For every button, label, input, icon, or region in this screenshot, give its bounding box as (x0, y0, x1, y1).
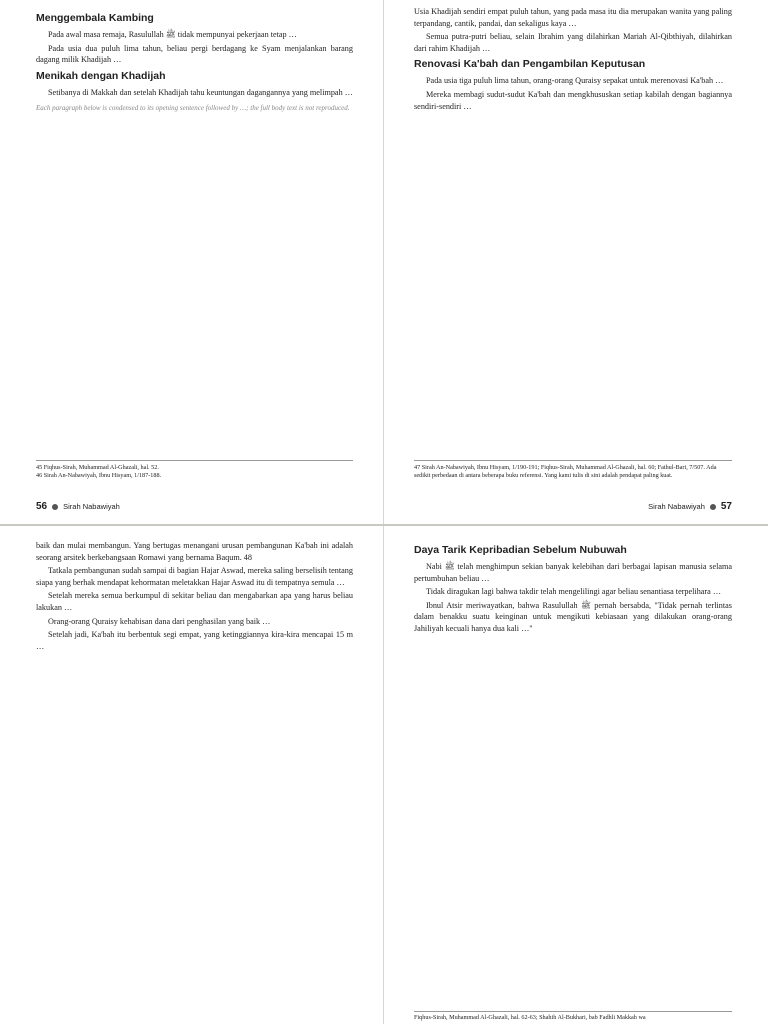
paragraph: Pada usia dua puluh lima tahun, beliau pergi berdagang ke Syam menjalankan barang dagang milik Khadijah … (36, 43, 353, 65)
paragraph: Tatkala pembangunan sudah sampai di bagian Hajar Aswad, mereka saling berselisih tentang siapa yang berhak mendapat kehormatan meletakkan Hajar Aswad itu di tempatnya semula … (36, 566, 353, 587)
running-title: Sirah Nabawiyah (648, 502, 705, 511)
page-59 (384, 526, 768, 1024)
page-folio (36, 501, 120, 512)
paragraph: Ibnul Atsir meriwayatkan, bahwa Rasulullah ﷺ pernah bersabda, "Tidak pernah terlintas dalam benakku suatu keinginan untuk mengikuti kebiasaan yang dilakukan orang-orang Jahiliyah kecuali hanya dua kali …" (414, 600, 732, 633)
paragraph: Pada awal masa remaja, Rasulullah ﷺ tidak mempunyai pekerjaan tetap … (48, 30, 297, 39)
page-number: 57 (720, 501, 732, 512)
paragraph: Nabi ﷺ telah menghimpun sekian banyak kelebihan dari berbagai lapisan manusia selama pertumbuhan beliau … (414, 562, 732, 583)
heading-menikah-dengan-khadijah: Menikah dengan Khadijah (36, 69, 166, 82)
heading-daya-tarik-kepribadian: Daya Tarik Kepribadian Sebelum Nubuwah (414, 544, 627, 556)
paragraph: Setelah jadi, Ka'bah itu berbentuk segi empat, yang ketinggiannya kira-kira mencapai 15 m … (36, 630, 353, 651)
paragraph: baik dan mulai membangun. Yang bertugas menangani urusan pembangunan Ka'bah ini adalah seorang arsitek berkebangsaan Romawi yang bernama Baqum. 48 (36, 541, 353, 562)
footnote-46: 46 Sirah An-Nabawiyah, Ibnu Hisyam, 1/187-188. (36, 472, 162, 479)
page-56 (0, 0, 384, 524)
page-58 (0, 526, 384, 1024)
paragraph: Mereka membagi sudut-sudut Ka'bah dan mengkhususkan setiap kabilah dengan bagiannya sendiri-sendiri … (414, 89, 732, 111)
footnotes (414, 1011, 732, 1022)
bottom-spread (0, 526, 768, 1024)
paragraph: Semua putra-putri beliau, selain Ibrahim yang dilahirkan Mariah Al-Qibthiyah, dilahirkan dari rahim Khadijah … (414, 32, 732, 53)
paragraph: Setelah mereka semua berkumpul di sekitar beliau dan mengabarkan apa yang harus beliau lakukan … (36, 591, 353, 612)
footnote-47: 47 Sirah An-Nabawiyah, Ibnu Hisyam, 1/190-191; Fiqhus-Sirah, Muhammad Al-Ghazali, hal. 60; Fathul-Bari, 7/507. Ada sedikit perbedaan di antara beberapa buku referensi. Yang kami tulis di sini adalah pendapat paling kuat. (414, 464, 717, 479)
bullet-icon (52, 504, 58, 510)
paragraph: Orang-orang Quraisy kehabisan dana dari penghasilan yang baik … (48, 616, 271, 626)
page-folio (648, 501, 732, 512)
footnotes (36, 460, 353, 480)
paragraph: Pada usia tiga puluh lima tahun, orang-orang Quraisy sepakat untuk merenovasi Ka'bah … (426, 76, 724, 86)
bullet-icon (710, 504, 716, 510)
condensed-transcription-note: Each paragraph below is condensed to its opening sentence followed by …; the full body text is not reproduced. (36, 104, 350, 113)
footnote-partial: Fiqhus-Sirah, Muhammad Al-Ghazali, hal. 62-63; Shahih Al-Bukhari, bab Fadhli Makkah wa (414, 1014, 646, 1021)
paragraph: Tidak diragukan lagi bahwa takdir telah mengelilingi agar beliau senantiasa terpelihara … (426, 587, 722, 597)
heading-renovasi-kabah: Renovasi Ka'bah dan Pengambilan Keputusan (414, 58, 646, 71)
page-57 (384, 0, 768, 524)
paragraph: Usia Khadijah sendiri empat puluh tahun, yang pada masa itu dia merupakan wanita yang paling terpandang, cantik, pandai, dan sekaligus kaya … (414, 7, 732, 28)
paragraph: Setibanya di Makkah dan setelah Khadijah tahu keuntungan dagangannya yang melimpah … (48, 87, 353, 97)
footnotes (414, 460, 732, 480)
running-title: Sirah Nabawiyah (63, 502, 120, 511)
page-number: 56 (36, 501, 48, 512)
footnote-45: 45 Fiqhus-Sirah, Muhammad Al-Ghazali, hal. 52. (36, 464, 159, 471)
heading-menggembala-kambing: Menggembala Kambing (36, 12, 154, 24)
